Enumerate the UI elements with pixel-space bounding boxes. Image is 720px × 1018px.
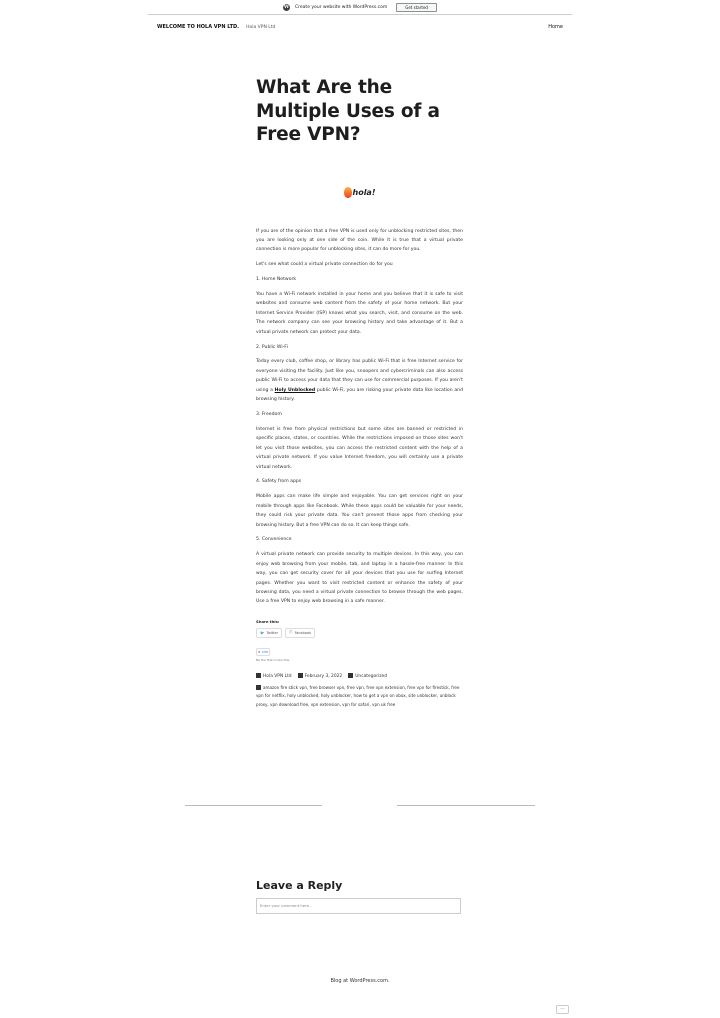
author-icon	[256, 673, 261, 678]
share-facebook-label: Facebook	[294, 630, 312, 635]
meta-category[interactable]	[348, 673, 387, 679]
meta-date[interactable]	[298, 673, 343, 679]
post-content	[256, 227, 463, 607]
page-title	[256, 76, 463, 147]
site-footer	[0, 978, 720, 984]
twitter-icon: 🐦	[260, 630, 265, 635]
share-twitter-label: Twitter	[266, 630, 279, 635]
calendar-icon	[298, 673, 303, 678]
flame-icon	[344, 187, 352, 198]
wordpress-bar-text[interactable]: Create your website with WordPress.com	[295, 4, 388, 10]
author-link[interactable]: Hola VPN Ltd	[263, 673, 292, 679]
hola-logo-text: hola!	[352, 188, 376, 197]
section-heading: 4. Safety from apps	[256, 479, 302, 485]
article	[256, 76, 463, 710]
tag-icon	[256, 685, 261, 690]
more-actions-button[interactable]: ···	[556, 1005, 569, 1014]
paragraph: If you are of the opinion that a free VPN is used only for unblocking restricted sites, then you are looking only at one side of the coin. While it is true that a virtual private connection is more popular for unblocking sites, it can do more for you.	[256, 228, 463, 253]
title-line: What Are the	[256, 77, 392, 98]
post-nav-divider-left	[185, 805, 322, 806]
section-heading: 1. Home Network	[256, 277, 297, 283]
share-twitter-button[interactable]	[256, 628, 282, 638]
hola-logo-image	[256, 185, 463, 201]
paragraph: You have a Wi-Fi network installed in your home and you believe that it is safe to visit websites and consume web content from the safety of your home network. But your Internet Service Provider (ISP) knows what you search, visit, and consume on the web. The network company can see your browsing history and take advantage of it. But a virtual private network can protect your data.	[256, 292, 463, 335]
section-heading: 5. Convenience	[256, 537, 292, 543]
title-line: Free VPN?	[256, 124, 361, 145]
share-buttons	[256, 628, 463, 638]
holy-unblocked-link[interactable]: Holy Unblocked	[274, 387, 316, 393]
like-label: Like	[261, 649, 269, 654]
like-note: Be the first to like this.	[256, 657, 291, 662]
wordpress-logo-icon[interactable]: W	[283, 4, 290, 10]
leave-reply-heading: Leave a Reply	[256, 879, 343, 892]
section-heading: 2. Public Wi-Fi	[256, 344, 288, 350]
category-link[interactable]: Uncategorized	[355, 673, 388, 679]
section-heading: 3. Freedom	[256, 412, 282, 417]
share-facebook-button[interactable]	[285, 628, 315, 638]
paragraph: Let's see what could a virtual private connection do for you	[256, 262, 393, 268]
post-nav-divider-right	[397, 805, 535, 806]
post-tags	[256, 684, 463, 710]
paragraph: Mobile apps can make life simple and enjoyable. You can get services right on your mobile through apps like Facebook. While these apps could be valuable for your needs, they could risk your private data. You can't prevent those apps from checking your browsing history. But a free VPN can do so. It can keep things safe.	[256, 494, 463, 528]
facebook-icon: ⓕ	[289, 630, 293, 635]
wordpress-bar	[148, 0, 572, 15]
paragraph-text: public Wi-Fi, you are risking your private data like location and browsing history.	[256, 387, 463, 403]
site-header	[157, 24, 563, 30]
star-icon: ★	[257, 649, 261, 654]
folder-icon	[348, 673, 353, 678]
paragraph: A virtual private network can provide security to multiple devices. In this way, you can enjoy web browsing from your mobile, tab, and laptop in a hassle-free manner. In this way, you can get security cover for all your devices that you use for surfing Internet pages. Whether you want to visit restricted content or enhance the safety of your browsing data, you need a virtual private connection to browse through the web pages. Use a free VPN to enjoy web browsing in a safe manner.	[256, 552, 463, 605]
footer-link[interactable]: Blog at WordPress.com.	[330, 978, 390, 984]
tags-list[interactable]: amazon fire stick vpn, free browser vpn, free vpn, free vpn extension, free vpn for firestick, free vpn for netflix, holy unblocked, holy unblocker, how to get a vpn on xbox, site unblocker, unblock proxy, vpn download free, vpn extension, vpn for safari, vpn uk free	[256, 684, 460, 707]
share-label: Share this:	[256, 618, 280, 624]
date-link[interactable]: February 3, 2022	[304, 673, 343, 679]
title-line: Multiple Uses of a	[256, 100, 440, 122]
site-tagline: Hola VPN Ltd	[246, 24, 276, 30]
paragraph	[256, 357, 463, 404]
paragraph-text: Today every club, coffee shop, or library has public Wi-Fi that is free Internet service for everyone visiting the facility. Just like you, snoopers and cybercriminals can also access public Wi-Fi to access your data that they can use for commercial purposes. If you aren't using a	[256, 359, 463, 393]
get-started-button[interactable]: Get started	[396, 3, 437, 12]
paragraph: Internet is free from physical restrictions but some sites are banned or restricted in specific places, states, or countries. While the restrictions imposed on those sites won't let you visit those websites, you can access the restricted content with the help of a virtual private network. If you value Internet freedom, you will certainly use a private virtual network.	[256, 426, 463, 470]
meta-author[interactable]	[256, 673, 292, 679]
site-title[interactable]: WELCOME TO HOLA VPN LTD.	[157, 24, 240, 30]
like-button[interactable]	[256, 648, 270, 656]
post-meta	[256, 673, 463, 679]
comment-textarea[interactable]: Enter your comment here...	[256, 898, 461, 914]
nav-home-link[interactable]: Home	[548, 24, 563, 30]
